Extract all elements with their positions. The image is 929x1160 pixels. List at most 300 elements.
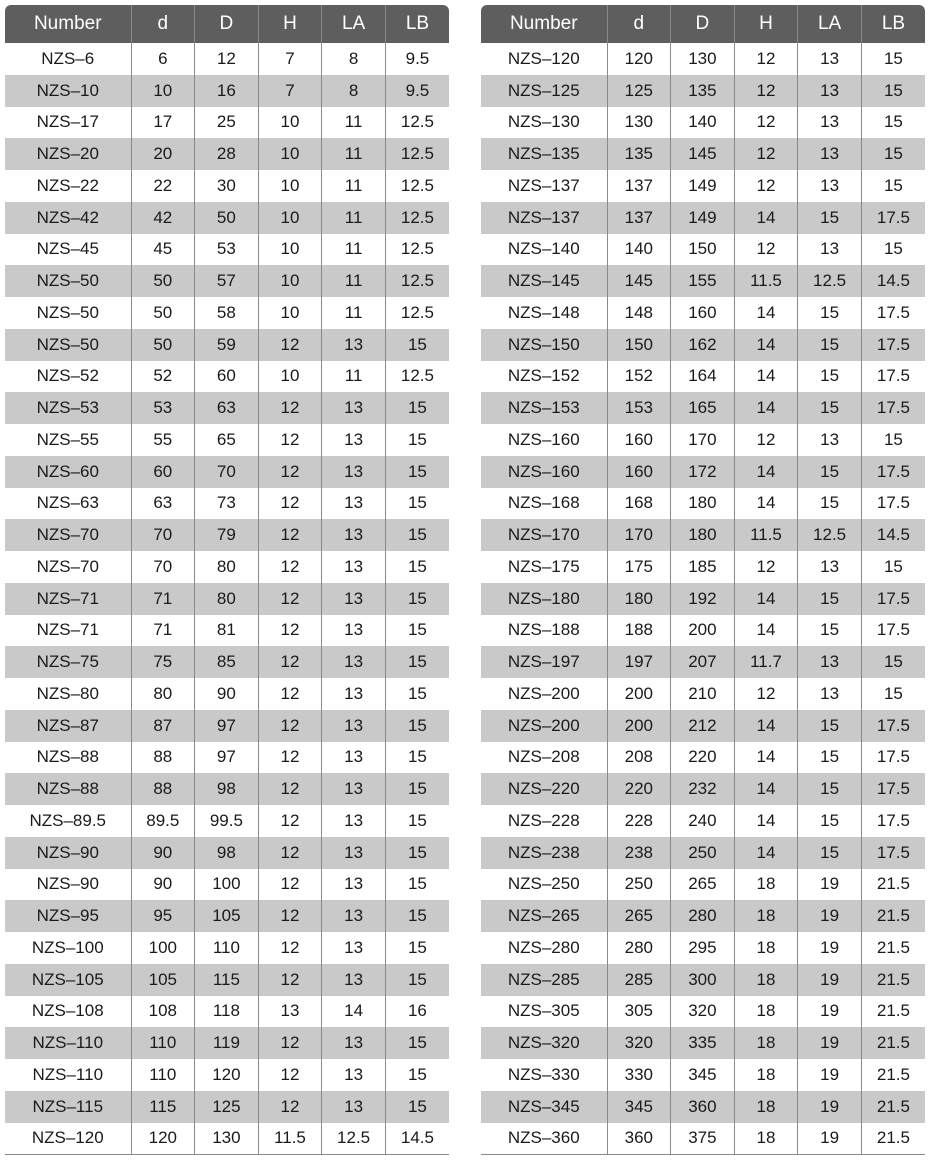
cell-d-outer: 85 [195, 646, 259, 678]
cell-number: NZS–153 [481, 392, 607, 424]
cell-la: 13 [322, 805, 386, 837]
cell-number: NZS–90 [5, 837, 131, 869]
cell-d-outer: 295 [671, 932, 735, 964]
cell-la: 11 [322, 265, 386, 297]
table-header [481, 5, 925, 43]
cell-number: NZS–115 [5, 1091, 131, 1123]
cell-d-outer: 65 [195, 424, 259, 456]
table-row [481, 869, 925, 901]
cell-d-outer: 180 [671, 488, 735, 520]
cell-la: 15 [798, 456, 862, 488]
header-la: LA [798, 5, 862, 43]
cell-d-inner: 52 [131, 361, 195, 393]
table-row [5, 202, 449, 234]
cell-lb: 15 [861, 75, 925, 107]
cell-d-outer: 150 [671, 234, 735, 266]
header-h: H [734, 5, 798, 43]
cell-lb: 15 [385, 551, 449, 583]
cell-la: 13 [322, 424, 386, 456]
cell-d-inner: 50 [131, 329, 195, 361]
cell-d-outer: 300 [671, 964, 735, 996]
table-row [481, 107, 925, 139]
cell-lb: 15 [385, 392, 449, 424]
cell-d-inner: 148 [607, 297, 671, 329]
cell-la: 19 [798, 900, 862, 932]
cell-lb: 21.5 [861, 900, 925, 932]
cell-number: NZS–137 [481, 170, 607, 202]
table-body [481, 43, 925, 1155]
table-header [5, 5, 449, 43]
cell-la: 15 [798, 392, 862, 424]
cell-h: 14 [734, 297, 798, 329]
cell-d-inner: 152 [607, 361, 671, 393]
cell-h: 12 [734, 107, 798, 139]
cell-number: NZS–345 [481, 1091, 607, 1123]
cell-number: NZS–197 [481, 646, 607, 678]
cell-d-inner: 228 [607, 805, 671, 837]
cell-number: NZS–71 [5, 583, 131, 615]
cell-d-outer: 53 [195, 234, 259, 266]
table-row [481, 75, 925, 107]
cell-d-outer: 200 [671, 615, 735, 647]
cell-d-inner: 168 [607, 488, 671, 520]
cell-lb: 12.5 [385, 138, 449, 170]
cell-h: 14 [734, 837, 798, 869]
cell-lb: 14.5 [861, 519, 925, 551]
cell-number: NZS–130 [481, 107, 607, 139]
cell-h: 12 [258, 837, 322, 869]
table-row [5, 583, 449, 615]
table-row [481, 1059, 925, 1091]
cell-d-outer: 149 [671, 202, 735, 234]
cell-lb: 16 [385, 996, 449, 1028]
cell-la: 19 [798, 996, 862, 1028]
header-row [5, 5, 449, 43]
table-row [5, 615, 449, 647]
cell-d-inner: 89.5 [131, 805, 195, 837]
cell-h: 12 [258, 583, 322, 615]
cell-d-inner: 70 [131, 519, 195, 551]
table-row [481, 519, 925, 551]
cell-h: 14 [734, 361, 798, 393]
cell-d-inner: 80 [131, 678, 195, 710]
table-row [5, 519, 449, 551]
cell-lb: 15 [861, 646, 925, 678]
table-row [481, 710, 925, 742]
cell-lb: 17.5 [861, 329, 925, 361]
cell-number: NZS–110 [5, 1059, 131, 1091]
table-row [5, 646, 449, 678]
cell-d-outer: 360 [671, 1091, 735, 1123]
cell-h: 12 [258, 615, 322, 647]
header-d-inner: d [607, 5, 671, 43]
cell-d-inner: 250 [607, 869, 671, 901]
table-row [5, 107, 449, 139]
cell-d-outer: 220 [671, 742, 735, 774]
cell-la: 13 [322, 392, 386, 424]
cell-lb: 12.5 [385, 265, 449, 297]
cell-h: 12 [734, 678, 798, 710]
cell-number: NZS–250 [481, 869, 607, 901]
cell-h: 14 [734, 202, 798, 234]
cell-d-outer: 28 [195, 138, 259, 170]
cell-la: 15 [798, 805, 862, 837]
cell-d-inner: 6 [131, 43, 195, 75]
table-row [5, 392, 449, 424]
cell-la: 19 [798, 1091, 862, 1123]
table-row [481, 773, 925, 805]
cell-la: 8 [322, 43, 386, 75]
cell-d-inner: 75 [131, 646, 195, 678]
cell-d-outer: 99.5 [195, 805, 259, 837]
cell-lb: 21.5 [861, 996, 925, 1028]
cell-d-outer: 98 [195, 837, 259, 869]
cell-d-inner: 70 [131, 551, 195, 583]
cell-d-outer: 30 [195, 170, 259, 202]
cell-h: 12 [734, 170, 798, 202]
cell-d-outer: 149 [671, 170, 735, 202]
cell-lb: 12.5 [385, 170, 449, 202]
cell-d-outer: 90 [195, 678, 259, 710]
table-row [5, 964, 449, 996]
table-row [5, 488, 449, 520]
cell-lb: 15 [385, 742, 449, 774]
cell-la: 13 [798, 107, 862, 139]
cell-d-outer: 207 [671, 646, 735, 678]
table-row [481, 551, 925, 583]
cell-lb: 17.5 [861, 773, 925, 805]
cell-d-outer: 345 [671, 1059, 735, 1091]
cell-h: 12 [734, 75, 798, 107]
cell-h: 18 [734, 1059, 798, 1091]
cell-d-inner: 125 [607, 75, 671, 107]
cell-d-inner: 95 [131, 900, 195, 932]
cell-number: NZS–200 [481, 710, 607, 742]
cell-number: NZS–160 [481, 456, 607, 488]
table-row [5, 265, 449, 297]
table-row [481, 1027, 925, 1059]
table-row [481, 424, 925, 456]
cell-lb: 15 [385, 583, 449, 615]
cell-la: 13 [322, 678, 386, 710]
cell-d-inner: 108 [131, 996, 195, 1028]
cell-number: NZS–330 [481, 1059, 607, 1091]
cell-lb: 14.5 [861, 265, 925, 297]
cell-h: 14 [734, 710, 798, 742]
cell-h: 18 [734, 900, 798, 932]
table-row [481, 932, 925, 964]
cell-lb: 17.5 [861, 361, 925, 393]
cell-number: NZS–53 [5, 392, 131, 424]
cell-lb: 17.5 [861, 615, 925, 647]
cell-d-outer: 140 [671, 107, 735, 139]
cell-lb: 15 [861, 43, 925, 75]
cell-lb: 21.5 [861, 1123, 925, 1155]
table-row [481, 234, 925, 266]
cell-number: NZS–188 [481, 615, 607, 647]
cell-number: NZS–87 [5, 710, 131, 742]
table-row [5, 996, 449, 1028]
cell-number: NZS–89.5 [5, 805, 131, 837]
cell-lb: 21.5 [861, 1027, 925, 1059]
cell-la: 15 [798, 742, 862, 774]
cell-d-outer: 125 [195, 1091, 259, 1123]
cell-lb: 15 [385, 1091, 449, 1123]
cell-number: NZS–42 [5, 202, 131, 234]
table-row [481, 488, 925, 520]
cell-la: 13 [322, 900, 386, 932]
cell-number: NZS–88 [5, 773, 131, 805]
cell-lb: 17.5 [861, 202, 925, 234]
cell-h: 12 [734, 234, 798, 266]
cell-d-outer: 375 [671, 1123, 735, 1155]
cell-d-inner: 20 [131, 138, 195, 170]
cell-lb: 9.5 [385, 43, 449, 75]
cell-number: NZS–63 [5, 488, 131, 520]
cell-d-inner: 345 [607, 1091, 671, 1123]
cell-h: 10 [258, 138, 322, 170]
cell-number: NZS–208 [481, 742, 607, 774]
cell-d-inner: 208 [607, 742, 671, 774]
cell-d-inner: 150 [607, 329, 671, 361]
cell-la: 11 [322, 234, 386, 266]
header-row [481, 5, 925, 43]
cell-d-outer: 25 [195, 107, 259, 139]
cell-h: 12 [258, 678, 322, 710]
cell-h: 12 [734, 138, 798, 170]
cell-h: 11.5 [734, 265, 798, 297]
cell-d-outer: 119 [195, 1027, 259, 1059]
table-row [481, 1091, 925, 1123]
cell-la: 19 [798, 1027, 862, 1059]
cell-d-inner: 137 [607, 170, 671, 202]
cell-la: 19 [798, 932, 862, 964]
cell-d-outer: 120 [195, 1059, 259, 1091]
cell-number: NZS–20 [5, 138, 131, 170]
cell-number: NZS–238 [481, 837, 607, 869]
cell-h: 14 [734, 805, 798, 837]
cell-la: 13 [322, 837, 386, 869]
cell-la: 15 [798, 297, 862, 329]
cell-lb: 21.5 [861, 1091, 925, 1123]
cell-d-outer: 130 [195, 1123, 259, 1155]
cell-lb: 15 [385, 488, 449, 520]
cell-h: 7 [258, 43, 322, 75]
cell-number: NZS–108 [5, 996, 131, 1028]
cell-h: 11.7 [734, 646, 798, 678]
cell-h: 14 [734, 488, 798, 520]
cell-number: NZS–168 [481, 488, 607, 520]
table-row [5, 43, 449, 75]
cell-la: 13 [322, 583, 386, 615]
table-row [5, 869, 449, 901]
cell-la: 13 [798, 424, 862, 456]
cell-d-outer: 70 [195, 456, 259, 488]
cell-d-outer: 265 [671, 869, 735, 901]
cell-d-outer: 105 [195, 900, 259, 932]
cell-d-outer: 130 [671, 43, 735, 75]
cell-h: 14 [734, 773, 798, 805]
cell-d-inner: 360 [607, 1123, 671, 1155]
cell-h: 10 [258, 265, 322, 297]
cell-la: 11 [322, 138, 386, 170]
cell-number: NZS–280 [481, 932, 607, 964]
cell-d-inner: 330 [607, 1059, 671, 1091]
cell-lb: 15 [385, 710, 449, 742]
cell-d-outer: 115 [195, 964, 259, 996]
cell-d-outer: 81 [195, 615, 259, 647]
cell-d-inner: 45 [131, 234, 195, 266]
cell-la: 15 [798, 202, 862, 234]
header-number: Number [5, 5, 131, 43]
cell-d-outer: 155 [671, 265, 735, 297]
table-row [481, 742, 925, 774]
cell-la: 15 [798, 773, 862, 805]
cell-h: 14 [734, 583, 798, 615]
cell-number: NZS–70 [5, 519, 131, 551]
cell-lb: 12.5 [385, 361, 449, 393]
table-row [5, 1027, 449, 1059]
cell-lb: 21.5 [861, 869, 925, 901]
cell-lb: 17.5 [861, 456, 925, 488]
table-row [481, 678, 925, 710]
cell-h: 14 [734, 615, 798, 647]
cell-la: 13 [798, 646, 862, 678]
cell-d-inner: 285 [607, 964, 671, 996]
cell-h: 12 [258, 773, 322, 805]
cell-d-inner: 42 [131, 202, 195, 234]
cell-h: 10 [258, 170, 322, 202]
cell-d-outer: 240 [671, 805, 735, 837]
cell-d-inner: 220 [607, 773, 671, 805]
cell-d-inner: 53 [131, 392, 195, 424]
cell-d-inner: 160 [607, 456, 671, 488]
cell-d-outer: 212 [671, 710, 735, 742]
cell-d-inner: 180 [607, 583, 671, 615]
cell-number: NZS–60 [5, 456, 131, 488]
cell-la: 13 [798, 43, 862, 75]
table-row [5, 742, 449, 774]
cell-la: 13 [322, 1091, 386, 1123]
cell-la: 8 [322, 75, 386, 107]
cell-lb: 17.5 [861, 392, 925, 424]
cell-number: NZS–152 [481, 361, 607, 393]
cell-lb: 15 [385, 932, 449, 964]
cell-la: 13 [798, 234, 862, 266]
cell-number: NZS–50 [5, 329, 131, 361]
cell-number: NZS–71 [5, 615, 131, 647]
cell-h: 10 [258, 107, 322, 139]
cell-number: NZS–228 [481, 805, 607, 837]
cell-number: NZS–10 [5, 75, 131, 107]
cell-la: 13 [322, 932, 386, 964]
table-row [5, 1123, 449, 1155]
cell-d-inner: 100 [131, 932, 195, 964]
cell-d-inner: 188 [607, 615, 671, 647]
cell-lb: 17.5 [861, 297, 925, 329]
cell-h: 11.5 [734, 519, 798, 551]
cell-la: 15 [798, 488, 862, 520]
table-row [5, 75, 449, 107]
cell-la: 19 [798, 1059, 862, 1091]
cell-h: 12 [258, 805, 322, 837]
table-row [5, 138, 449, 170]
cell-d-outer: 16 [195, 75, 259, 107]
cell-h: 12 [258, 900, 322, 932]
cell-lb: 15 [385, 964, 449, 996]
spec-table-left [5, 5, 449, 1155]
cell-d-outer: 335 [671, 1027, 735, 1059]
cell-la: 12.5 [322, 1123, 386, 1155]
cell-h: 12 [734, 551, 798, 583]
cell-d-inner: 110 [131, 1059, 195, 1091]
cell-d-outer: 97 [195, 710, 259, 742]
cell-number: NZS–55 [5, 424, 131, 456]
cell-lb: 15 [385, 837, 449, 869]
cell-lb: 21.5 [861, 964, 925, 996]
cell-la: 19 [798, 964, 862, 996]
cell-h: 12 [258, 519, 322, 551]
cell-number: NZS–180 [481, 583, 607, 615]
cell-d-outer: 80 [195, 583, 259, 615]
cell-la: 19 [798, 1123, 862, 1155]
cell-number: NZS–140 [481, 234, 607, 266]
cell-lb: 12.5 [385, 234, 449, 266]
cell-number: NZS–150 [481, 329, 607, 361]
cell-d-inner: 22 [131, 170, 195, 202]
cell-d-outer: 60 [195, 361, 259, 393]
cell-d-outer: 79 [195, 519, 259, 551]
table-row [481, 996, 925, 1028]
table-row [5, 1091, 449, 1123]
cell-h: 12 [258, 646, 322, 678]
cell-h: 12 [258, 710, 322, 742]
cell-h: 18 [734, 1027, 798, 1059]
cell-la: 13 [322, 869, 386, 901]
cell-lb: 12.5 [385, 202, 449, 234]
cell-la: 11 [322, 297, 386, 329]
table-row [5, 805, 449, 837]
cell-lb: 15 [385, 456, 449, 488]
cell-h: 12 [258, 456, 322, 488]
cell-d-inner: 200 [607, 678, 671, 710]
cell-number: NZS–70 [5, 551, 131, 583]
cell-d-outer: 170 [671, 424, 735, 456]
cell-d-inner: 87 [131, 710, 195, 742]
cell-number: NZS–265 [481, 900, 607, 932]
cell-h: 10 [258, 361, 322, 393]
cell-lb: 17.5 [861, 805, 925, 837]
table-row [481, 837, 925, 869]
table-row [5, 1059, 449, 1091]
cell-d-outer: 63 [195, 392, 259, 424]
cell-d-outer: 73 [195, 488, 259, 520]
table-row [5, 234, 449, 266]
table-row [481, 456, 925, 488]
cell-la: 12.5 [798, 265, 862, 297]
cell-la: 12.5 [798, 519, 862, 551]
cell-d-inner: 130 [607, 107, 671, 139]
cell-number: NZS–110 [5, 1027, 131, 1059]
cell-h: 18 [734, 1091, 798, 1123]
cell-number: NZS–137 [481, 202, 607, 234]
cell-d-inner: 90 [131, 837, 195, 869]
cell-number: NZS–170 [481, 519, 607, 551]
cell-la: 13 [322, 551, 386, 583]
cell-h: 12 [258, 742, 322, 774]
spec-table-right [481, 5, 925, 1155]
cell-la: 13 [798, 170, 862, 202]
